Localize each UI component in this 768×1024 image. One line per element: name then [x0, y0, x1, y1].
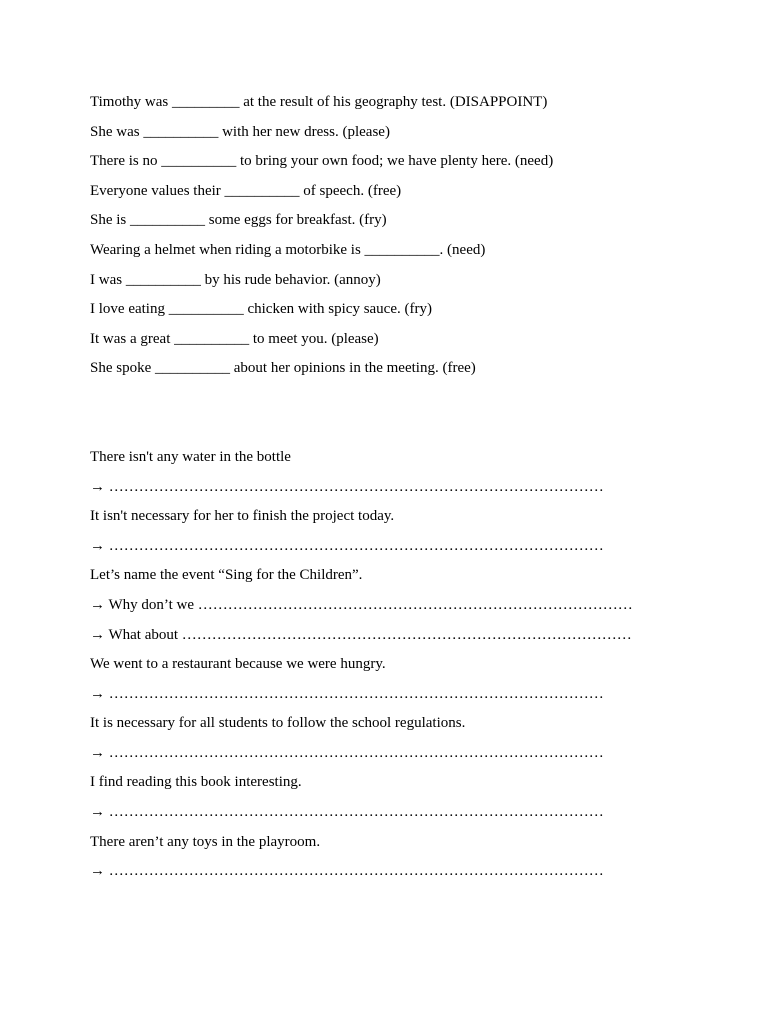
- exercise-1-item-9: It was a great __________ to meet you. (please): [90, 330, 379, 347]
- exercise-1-word-formation: [90, 91, 730, 387]
- exercise-1-item-10: She spoke __________ about her opinions in the meeting. (free): [90, 360, 476, 377]
- exercise-2-sentence-transformation: [90, 446, 730, 890]
- exercise-2-answer-line-5: → ………………………………………………………………………………………: [90, 744, 604, 761]
- exercise-2-prompt-2: It isn't necessary for her to finish the project today.: [90, 508, 395, 525]
- exercise-1-item-4: Everyone values their __________ of speech. (free): [90, 182, 402, 199]
- exercise-1-item-3: There is no __________ to bring your own food; we have plenty here. (need): [90, 153, 554, 170]
- exercise-2-prompt-3: Let’s name the event “Sing for the Children”.: [90, 567, 363, 584]
- exercise-2-answer-line-2: → ………………………………………………………………………………………: [90, 537, 604, 554]
- exercise-2-answer-line-6: → ………………………………………………………………………………………: [90, 804, 604, 821]
- exercise-1-item-6: Wearing a helmet when riding a motorbike is __________. (need): [90, 241, 486, 258]
- exercise-1-item-7: I was __________ by his rude behavior. (annoy): [90, 271, 381, 288]
- exercise-2-prompt-6: I find reading this book interesting.: [90, 774, 302, 791]
- section-gap: [90, 387, 730, 446]
- exercise-1-item-2: She was __________ with her new dress. (please): [90, 123, 390, 140]
- exercise-2-prompt-4: We went to a restaurant because we were hungry.: [90, 656, 386, 673]
- exercise-2-answer-line-4: → ………………………………………………………………………………………: [90, 685, 604, 702]
- exercise-1-item-5: She is __________ some eggs for breakfast. (fry): [90, 212, 387, 229]
- exercise-2-prompt-7: There aren’t any toys in the playroom.: [90, 833, 321, 850]
- exercise-2-prompt-1: There isn't any water in the bottle: [90, 448, 291, 465]
- worksheet-page: [90, 91, 730, 890]
- exercise-1-item-1: Timothy was _________ at the result of his geography test. (DISAPPOINT): [90, 94, 548, 110]
- exercise-2-answer-line-3b: → What about ………………………………………………………………………………: [90, 626, 632, 643]
- exercise-2-answer-line-3a: → Why don’t we ……………………………………………………………………………: [90, 596, 633, 613]
- exercise-1-item-8: I love eating __________ chicken with spicy sauce. (fry): [90, 301, 432, 318]
- exercise-2-answer-line-7: → ………………………………………………………………………………………: [90, 863, 604, 880]
- exercise-2-prompt-5: It is necessary for all students to follow the school regulations.: [90, 715, 466, 732]
- exercise-2-answer-line-1: → ………………………………………………………………………………………: [90, 478, 604, 495]
